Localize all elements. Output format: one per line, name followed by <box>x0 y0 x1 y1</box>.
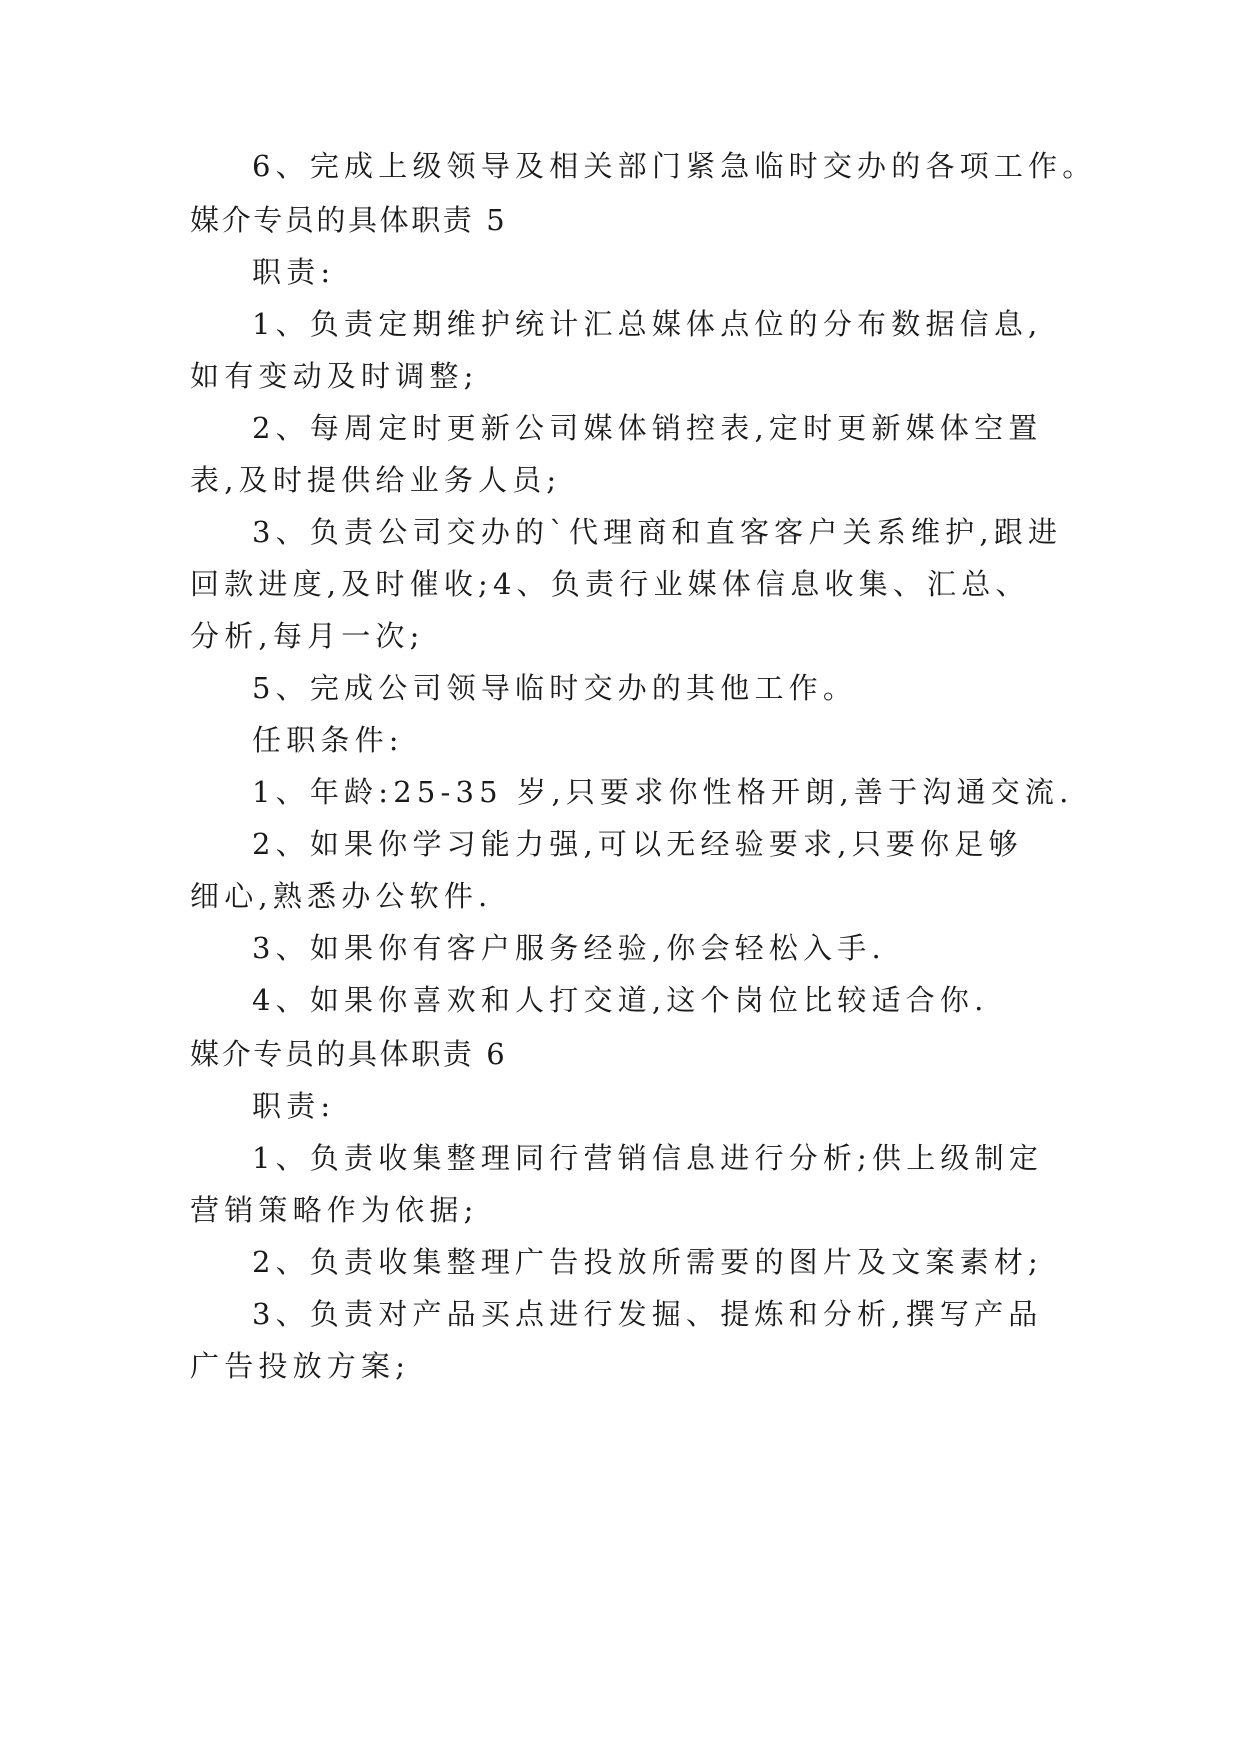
paragraph-line: 营销策略作为依据; <box>190 1193 479 1227</box>
subsection-label: 职责: <box>252 255 336 289</box>
paragraph-line: 2、如果你学习能力强,可以无经验要求,只要你足够 <box>252 827 1023 861</box>
paragraph-line: 3、负责公司交办的`代理商和直客客户关系维护,跟进 <box>252 515 1063 549</box>
section-heading: 媒介专员的具体职责 6 <box>190 1037 508 1071</box>
paragraph-line: 1、年龄:25-35 岁,只要求你性格开朗,善于沟通交流. <box>252 775 1074 809</box>
paragraph-line: 如有变动及时调整; <box>190 359 479 393</box>
paragraph-line: 广告投放方案; <box>190 1349 411 1383</box>
paragraph-line: 3、负责对产品买点进行发掘、提炼和分析,撰写产品 <box>252 1297 1043 1331</box>
paragraph-line: 2、每周定时更新公司媒体销控表,定时更新媒体空置 <box>252 411 1043 445</box>
paragraph-line: 细心,熟悉办公软件. <box>190 879 493 913</box>
paragraph-line: 回款进度,及时催收;4、负责行业媒体信息收集、汇总、 <box>190 567 1030 601</box>
paragraph-line: 6、完成上级领导及相关部门紧急临时交办的各项工作。 <box>252 149 1097 183</box>
paragraph-line: 1、负责收集整理同行营销信息进行分析;供上级制定 <box>252 1141 1044 1175</box>
paragraph-line: 4、如果你喜欢和人打交道,这个岗位比较适合你. <box>252 983 989 1017</box>
subsection-label: 任职条件: <box>252 723 404 757</box>
paragraph-line: 分析,每月一次; <box>190 619 425 653</box>
subsection-label: 职责: <box>252 1089 336 1123</box>
section-heading: 媒介专员的具体职责 5 <box>190 203 508 237</box>
paragraph-line: 5、完成公司领导临时交办的其他工作。 <box>252 671 858 705</box>
paragraph-line: 2、负责收集整理广告投放所需要的图片及文案素材; <box>252 1245 1044 1279</box>
paragraph-line: 3、如果你有客户服务经验,你会轻松入手. <box>252 931 886 965</box>
paragraph-line: 1、负责定期维护统计汇总媒体点位的分布数据信息, <box>252 307 1043 341</box>
paragraph-line: 表,及时提供给业务人员; <box>190 463 562 497</box>
